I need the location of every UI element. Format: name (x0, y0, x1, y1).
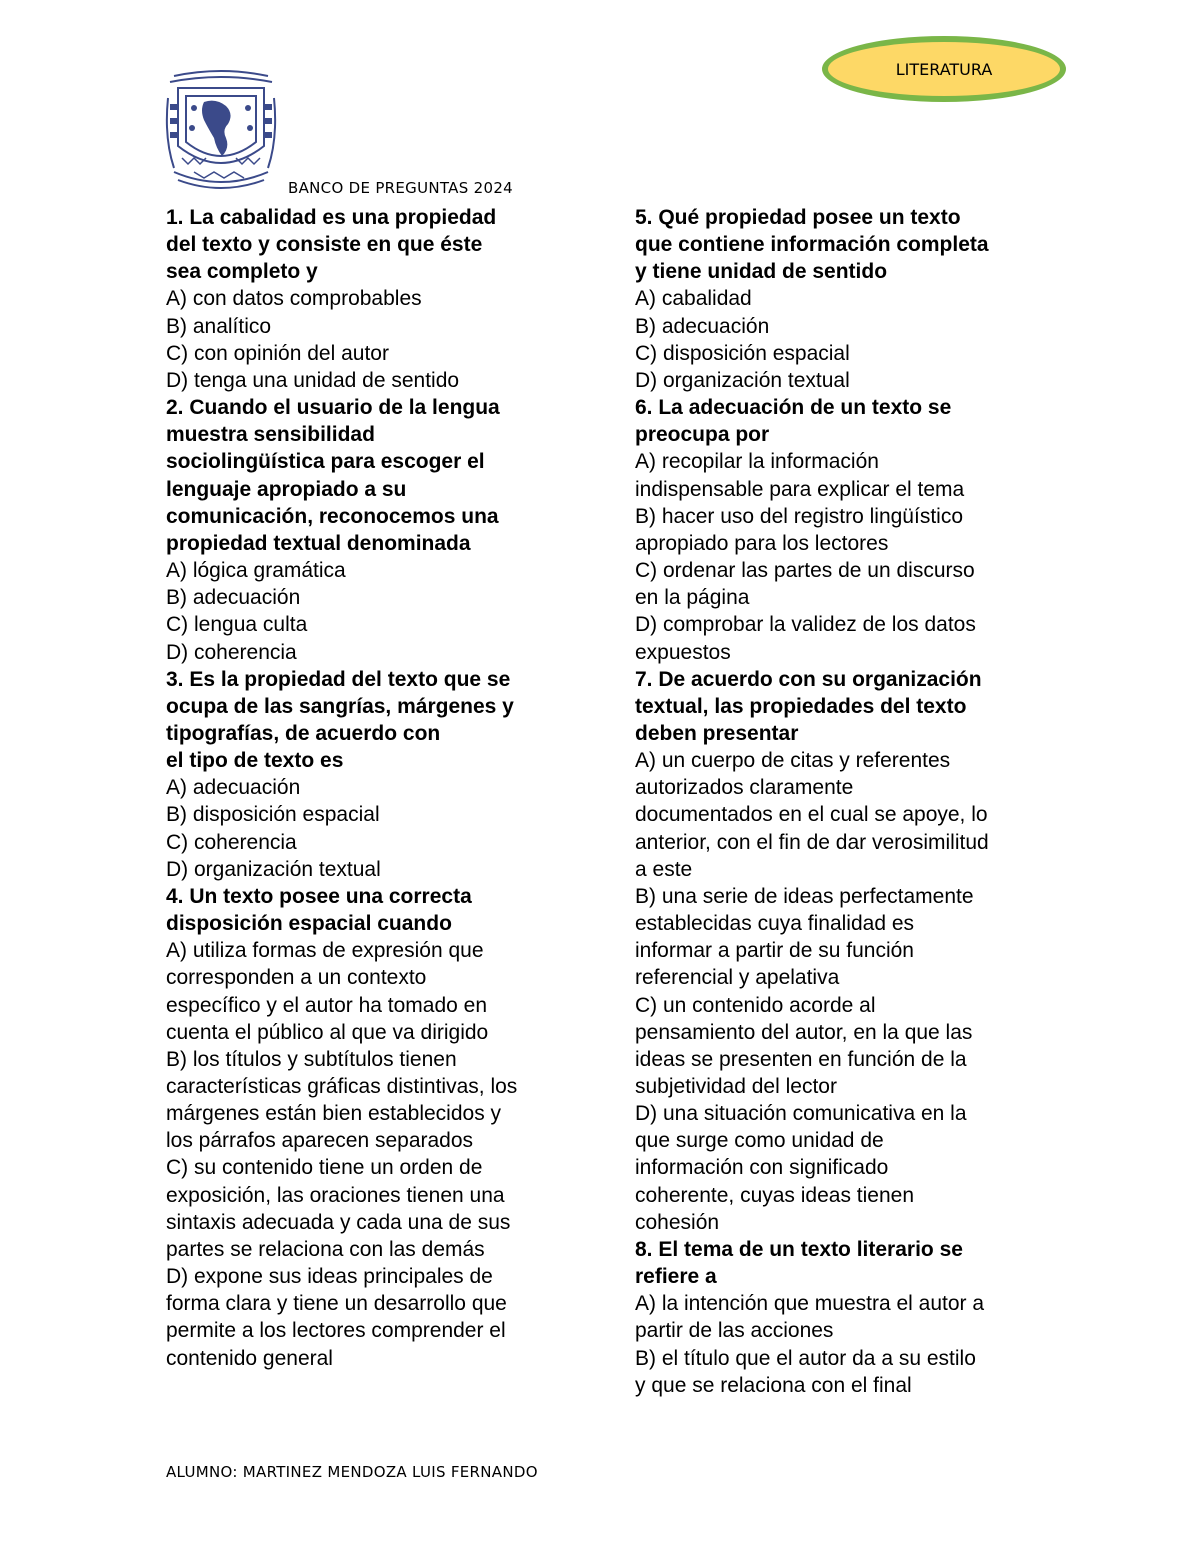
answer-option: C) un contenido acorde al (635, 993, 876, 1017)
question-text: 7. De acuerdo con su organización (635, 667, 982, 691)
answer-option: A) recopilar la información (635, 450, 879, 474)
answer-option: subjetividad del lector (635, 1075, 837, 1098)
question-block (166, 394, 586, 666)
answer-option: que surge como unidad de (635, 1129, 884, 1153)
answer-option: contenido general (166, 1346, 333, 1370)
answer-option: A) la intención que muestra el autor a (635, 1292, 985, 1316)
student-name: ALUMNO: MARTINEZ MENDOZA LUIS FERNANDO (166, 1463, 538, 1481)
question-text: lenguaje apropiado a su (166, 477, 407, 501)
answer-option: cohesión (635, 1210, 720, 1234)
question-text: 8. El tema de un texto literario se (635, 1237, 963, 1261)
question-text: 2. Cuando el usuario de la lengua (166, 396, 500, 420)
answer-option: información con significado (635, 1156, 889, 1180)
answer-option: A) utiliza formas de expresión que (166, 939, 484, 963)
question-text: 3. Es la propiedad del texto que se (166, 667, 511, 691)
question-block (166, 666, 586, 883)
answer-option: B) disposición espacial (166, 803, 380, 827)
answer-option: específico y el autor ha tomado en (166, 993, 488, 1017)
question-text: 1. La cabalidad es una propiedad (166, 206, 497, 229)
question-text: y tiene unidad de sentido (635, 260, 888, 284)
answer-option: cuenta el público al que va dirigido (166, 1020, 489, 1044)
question-text: que contiene información completa (635, 233, 989, 257)
answer-option: partes se relaciona con las demás (166, 1237, 485, 1261)
answer-option: documentados en el cual se apoye, lo (635, 803, 988, 827)
answer-option: C) con opinión del autor (166, 341, 389, 365)
question-text: sociolingüística para escoger el (166, 450, 485, 474)
question-text: propiedad textual denominada (166, 531, 471, 555)
question-text: textual, las propiedades del texto (635, 694, 967, 718)
answer-option: C) su contenido tiene un orden de (166, 1156, 483, 1180)
right-column (635, 204, 1055, 1399)
answer-option: B) adecuación (166, 586, 301, 610)
answer-option: apropiado para los lectores (635, 531, 889, 555)
question-text: 4. Un texto posee una correcta (166, 884, 472, 908)
answer-option: C) lengua culta (166, 613, 308, 637)
subject-badge (822, 36, 1066, 102)
question-block (635, 666, 1055, 1236)
answer-option: B) los títulos y subtítulos tienen (166, 1047, 457, 1071)
answer-option: pensamiento del autor, en la que las (635, 1020, 973, 1044)
answer-option: anterior, con el fin de dar verosimilitud (635, 830, 989, 854)
question-text: 5. Qué propiedad posee un texto (635, 206, 961, 229)
question-text: muestra sensibilidad (166, 423, 375, 447)
answer-option: C) disposición espacial (635, 341, 850, 365)
answer-option: los párrafos aparecen separados (166, 1129, 474, 1153)
answer-option: autorizados claramente (635, 776, 854, 800)
answer-option: B) adecuación (635, 314, 770, 338)
question-text: comunicación, reconocemos una (166, 504, 499, 528)
answer-option: permite a los lectores comprender el (166, 1319, 506, 1343)
question-block (635, 1236, 1055, 1399)
answer-option: forma clara y tiene un desarrollo que (166, 1292, 507, 1316)
question-text: tipografías, de acuerdo con (166, 721, 441, 745)
answer-option: sintaxis adecuada y cada una de sus (166, 1210, 511, 1234)
answer-option: informar a partir de su función (635, 939, 914, 963)
answer-option: características gráficas distintivas, los (166, 1075, 518, 1098)
answer-option: A) un cuerpo de citas y referentes (635, 749, 951, 773)
question-text: 6. La adecuación de un texto se (635, 396, 952, 420)
answer-option: C) ordenar las partes de un discurso (635, 559, 975, 583)
answer-option: B) una serie de ideas perfectamente (635, 884, 974, 908)
answer-option: D) expone sus ideas principales de (166, 1265, 493, 1289)
subject-label: LITERATURA (895, 59, 993, 79)
answer-option: en la página (635, 586, 750, 610)
answer-option: coherente, cuyas ideas tienen (635, 1183, 915, 1207)
answer-option: D) coherencia (166, 640, 297, 664)
question-block (166, 883, 586, 1372)
answer-option: indispensable para explicar el tema (635, 477, 965, 501)
answer-option: ideas se presenten en función de la (635, 1047, 967, 1071)
page-title: BANCO DE PREGUNTAS 2024 (288, 179, 514, 197)
left-column (166, 204, 586, 1372)
answer-option: expuestos (635, 640, 731, 664)
answer-option: exposición, las oraciones tienen una (166, 1183, 505, 1207)
answer-option: corresponden a un contexto (166, 966, 427, 990)
question-text: disposición espacial cuando (166, 912, 452, 936)
answer-option: establecidas cuya finalidad es (635, 912, 915, 936)
question-text: refiere a (635, 1265, 717, 1289)
answer-option: a este (635, 857, 693, 881)
question-block (635, 204, 1055, 394)
question-text: el tipo de texto es (166, 749, 344, 773)
answer-option: márgenes están bien establecidos y (166, 1102, 502, 1126)
question-text: sea completo y (166, 260, 318, 284)
answer-option: B) hacer uso del registro lingüístico (635, 504, 963, 528)
answer-option: C) coherencia (166, 830, 297, 854)
answer-option: D) tenga una unidad de sentido (166, 368, 460, 392)
answer-option: B) analítico (166, 314, 272, 338)
answer-option: A) adecuación (166, 776, 301, 800)
answer-option: partir de las acciones (635, 1319, 834, 1343)
answer-option: referencial y apelativa (635, 966, 840, 990)
answer-option: A) lógica gramática (166, 559, 346, 583)
answer-option: D) organización textual (166, 857, 381, 881)
question-text: del texto y consiste en que éste (166, 233, 483, 257)
answer-option: B) el título que el autor da a su estilo (635, 1346, 976, 1370)
unam-seal-icon (164, 68, 278, 192)
answer-option: A) cabalidad (635, 287, 752, 311)
question-block (635, 394, 1055, 666)
question-block (166, 204, 586, 394)
answer-option: D) organización textual (635, 368, 850, 392)
question-text: preocupa por (635, 423, 770, 447)
question-text: deben presentar (635, 721, 799, 745)
answer-option: A) con datos comprobables (166, 287, 422, 311)
answer-option: y que se relaciona con el final (635, 1373, 912, 1397)
answer-option: D) una situación comunicativa en la (635, 1102, 967, 1126)
answer-option: D) comprobar la validez de los datos (635, 613, 976, 637)
question-text: ocupa de las sangrías, márgenes y (166, 694, 514, 718)
